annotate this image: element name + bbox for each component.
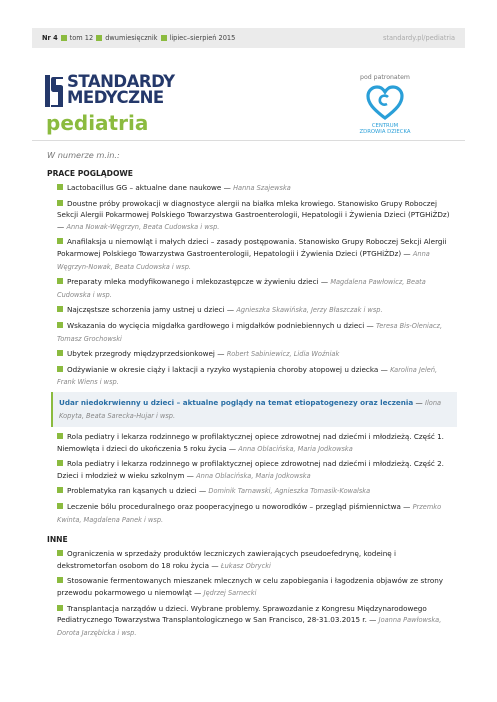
article-item[interactable]: Leczenie bólu proceduralnego oraz pooperacyjnego u noworodków – przegląd piśmiennictwa — Przemko Kwinta, Magdalena Panek i wsp.	[57, 502, 442, 524]
bullet-square-icon	[57, 200, 63, 206]
article-item[interactable]: Najczęstsze schorzenia jamy ustnej u dzieci — Agnieszka Skawińska, Jerzy Błaszczak i wsp.	[57, 304, 457, 317]
patronage-label: pod patronatem	[360, 74, 410, 81]
bullet-square-icon	[96, 35, 102, 41]
article-authors: Anna Węgrzyn-Nowak, Beata Cudowska i wsp.	[57, 249, 430, 271]
table-of-contents	[47, 150, 457, 642]
divider	[32, 140, 465, 141]
site-url[interactable]: standardy.pl/pediatria	[382, 34, 455, 42]
article-item[interactable]: Stosowanie fermentowanych mieszanek mlecznych w celu zapobiegania i łagodzenia objawów ze strony przewodu pokarmowego u niemowląt — Jędrzej Sarnecki	[57, 576, 444, 598]
bullet-square-icon	[161, 35, 167, 41]
article-authors: Joanna Pawłowska, Dorota Jarzębicka i wsp.	[57, 616, 442, 637]
article-authors: Robert Sabiniewicz, Lidia Woźniak	[226, 350, 340, 359]
article-title: Ubytek przegrody międzyprzedsionkowej	[67, 349, 215, 359]
article-title: Doustne próby prowokacji w diagnostyce alergii na białka mleka krowiego. Stanowisko Grupy Roboczej Sekcji Alergii Pokarmowej Polskiego Towarzystwa Gastroenterologii, Hepatologii i Żywienia Dzieci (PTGHiŻDz)	[57, 198, 450, 220]
article-title: Odżywianie w okresie ciąży i laktacji a ryzyko wystąpienia choroby atopowej u dziecka	[67, 364, 379, 374]
article-authors: Anna Oblacińska, Maria Jodkowska	[196, 471, 311, 480]
article-item[interactable]: Wskazania do wycięcia migdałka gardłowego i migdałków podniebiennych u dzieci — Teresa Bis-Oleniacz, Tomasz Grochowski	[57, 320, 443, 343]
article-item[interactable]: Ubytek przegrody międzyprzedsionkowej — Robert Sabiniewicz, Lidia Woźniak	[57, 348, 457, 361]
article-item[interactable]: Odżywianie w okresie ciąży i laktacji a ryzyko wystąpienia choroby atopowej u dziecka — Karolina Jeleń, Frank Wiens i wsp.	[57, 364, 438, 387]
patronage	[355, 74, 415, 135]
article-title: Rola pediatry i lekarza rodzinnego w profilaktycznej opiece zdrowotnej nad dziećmi i młodzieżą. Część 1. Niemowlęta i dzieci do ukończenia 5 roku życia	[57, 432, 444, 453]
article-authors: Agnieszka Skawińska, Jerzy Błaszczak i wsp.	[236, 306, 383, 315]
article-title: Preparaty mleka modyfikowanego i mlekozastępcze w żywieniu dzieci	[67, 277, 319, 287]
toc-intro: W numerze m.in.:	[47, 150, 120, 160]
article-authors: Łukasz Obrycki	[220, 561, 271, 570]
patronage-name	[355, 123, 415, 135]
toc-sections	[47, 169, 457, 639]
journal-brand: pediatria	[46, 111, 149, 135]
article-authors: Hanna Szajewska	[233, 184, 291, 192]
article-title: Transplantacja narządów u dzieci. Wybrane problemy. Sprawozdanie z Kongresu Międzynarodowego Pediatrycznego Towarzystwa Transplantologicznego w San Francisco, 28-31.03.2015 r.	[57, 603, 427, 625]
article-authors: Teresa Bis-Oleniacz, Tomasz Grochowski	[57, 321, 443, 343]
bullet-square-icon	[57, 460, 63, 466]
article-item[interactable]: Lactobacillus GG – aktualne dane naukowe — Hanna Szajewska	[57, 182, 457, 195]
issue-info	[42, 34, 235, 42]
article-authors: Ilona Kopyta, Beata Sarecka-Hujar i wsp.	[59, 398, 442, 420]
article-authors: Anna Oblacińska, Maria Jodkowska	[238, 444, 353, 453]
article-item[interactable]: Problematyka ran kąsanych u dzieci — Dominik Tarnawski, Agnieszka Tomasik-Kowalska	[57, 485, 457, 498]
article-title: Problematyka ran kąsanych u dzieci	[67, 486, 197, 496]
article-title: Udar niedokrwienny u dzieci – aktualne poglądy na temat etiopatogenezy oraz leczenia	[59, 397, 414, 407]
article-item[interactable]: Transplantacja narządów u dzieci. Wybrane problemy. Sprawozdanie z Kongresu Międzynarodowego Pediatrycznego Towarzystwa Transplantologicznego w San Francisco, 28-31.03.2015 r. — Joanna Pawłowska, Dorota Jarzębicka i wsp.	[57, 603, 442, 637]
section-title: PRACE POGLĄDOWE	[47, 169, 133, 178]
logo-line-1: STANDARDY	[67, 72, 175, 91]
header-bar	[32, 28, 465, 48]
patronage-name-line-1: CENTRUM	[371, 123, 399, 129]
standardy-medyczne-logo	[45, 74, 205, 108]
article-title: Rola pediatry i lekarza rodzinnego w profilaktycznej opiece zdrowotnej nad dziećmi i młodzieżą. Część 2. Dzieci i młodzież w wieku szkolnym	[57, 459, 444, 480]
article-title: Ograniczenia w sprzedaży produktów leczniczych zawierających pseudoefedrynę, kodeinę i dekstrometorfan osobom do 18 roku życia	[57, 549, 397, 570]
article-title: Leczenie bólu proceduralnego oraz pooperacyjnego u noworodków – przegląd piśmiennictwa	[67, 502, 401, 512]
article-item[interactable]: Rola pediatry i lekarza rodzinnego w profilaktycznej opiece zdrowotnej nad dziećmi i młodzieżą. Część 2. Dzieci i młodzież w wieku szkolnym — Anna Oblacińska, Maria Jodkowska	[57, 459, 444, 480]
bullet-square-icon	[57, 278, 63, 284]
bullet-square-icon	[57, 238, 63, 244]
issue-number: Nr 4	[42, 34, 58, 42]
article-item[interactable]: Preparaty mleka modyfikowanego i mlekozastępcze w żywieniu dzieci — Magdalena Pawłowicz, Beata Cudowska i wsp.	[57, 277, 426, 299]
article-title: Stosowanie fermentowanych mieszanek mlecznych w celu zapobiegania i łagodzenia objawów ze strony przewodu pokarmowego u niemowląt	[57, 576, 444, 598]
bullet-square-icon	[57, 366, 63, 372]
article-title: Wskazania do wycięcia migdałka gardłowego i migdałków podniebiennych u dzieci	[67, 320, 365, 330]
article-authors: Anna Nowak-Węgrzyn, Beata Cudowska i wsp.	[66, 222, 220, 231]
article-item[interactable]: Ograniczenia w sprzedaży produktów leczniczych zawierających pseudoefedrynę, kodeinę i dekstrometorfan osobom do 18 roku życia — Łukasz Obrycki	[57, 549, 397, 570]
frequency: dwumiesięcznik	[105, 34, 158, 42]
heart-logo-icon	[365, 85, 405, 121]
article-authors: Dominik Tarnawski, Agnieszka Tomasik-Kowalska	[208, 487, 371, 496]
article-authors: Karolina Jeleń, Frank Wiens i wsp.	[57, 365, 438, 387]
article-authors: Magdalena Pawłowicz, Beata Cudowska i wsp.	[57, 278, 426, 299]
section-title: INNE	[47, 535, 68, 545]
bullet-square-icon	[57, 184, 63, 190]
article-title: Lactobacillus GG – aktualne dane naukowe	[67, 183, 222, 192]
period: lipiec–sierpień 2015	[169, 34, 236, 42]
article-authors: Przemko Kwinta, Magdalena Panek i wsp.	[57, 503, 442, 524]
bullet-square-icon	[57, 577, 63, 583]
bullet-square-icon	[57, 503, 63, 509]
logo-mark-icon	[45, 75, 63, 107]
volume: tom 12	[69, 34, 94, 42]
bullet-square-icon	[61, 35, 67, 41]
logo-text	[67, 74, 175, 105]
article-item[interactable]: Doustne próby prowokacji w diagnostyce alergii na białka mleka krowiego. Stanowisko Grupy Roboczej Sekcji Alergii Pokarmowej Polskiego Towarzystwa Gastroenterologii, Hepatologii i Żywienia Dzieci (PTGHiŻDz) — Anna Nowak-Węgrzyn, Beata Cudowska i wsp.	[57, 198, 450, 231]
bullet-square-icon	[57, 322, 63, 328]
featured-article[interactable]: Udar niedokrwienny u dzieci – aktualne poglądy na temat etiopatogenezy oraz leczenia — Ilona Kopyta, Beata Sarecka-Hujar i wsp.	[51, 392, 457, 427]
article-item[interactable]: Anafilaksja u niemowląt i małych dzieci – zasady postępowania. Stanowisko Grupy Roboczej Sekcji Alergii Pokarmowej Polskiego Towarzystwa Gastroenterologii, Hepatologii i Żywienia Dzieci (PTGHiŻDz) — Anna Węgrzyn-Nowak, Beata Cudowska i wsp.	[57, 237, 447, 271]
bullet-square-icon	[57, 433, 63, 439]
bullet-square-icon	[57, 306, 63, 312]
article-title: Najczęstsze schorzenia jamy ustnej u dzieci	[67, 305, 225, 315]
article-authors: Jędrzej Sarnecki	[203, 589, 257, 598]
bullet-square-icon	[57, 605, 63, 611]
bullet-square-icon	[57, 487, 63, 493]
logo-line-2: MEDYCZNE	[67, 87, 164, 107]
bullet-square-icon	[57, 550, 63, 556]
patronage-name-line-2: ZDROWIA DZIECKA	[359, 129, 411, 136]
bullet-square-icon	[57, 350, 63, 356]
article-title: Anafilaksja u niemowląt i małych dzieci – zasady postępowania. Stanowisko Grupy Roboczej Sekcji Alergii Pokarmowej Polskiego Towarzystwa Gastroenterologii, Hepatologii i Żywienia Dzieci (PTGHiŻDz)	[57, 237, 447, 258]
article-item[interactable]: Rola pediatry i lekarza rodzinnego w profilaktycznej opiece zdrowotnej nad dziećmi i młodzieżą. Część 1. Niemowlęta i dzieci do ukończenia 5 roku życia — Anna Oblacińska, Maria Jodkowska	[57, 432, 444, 453]
